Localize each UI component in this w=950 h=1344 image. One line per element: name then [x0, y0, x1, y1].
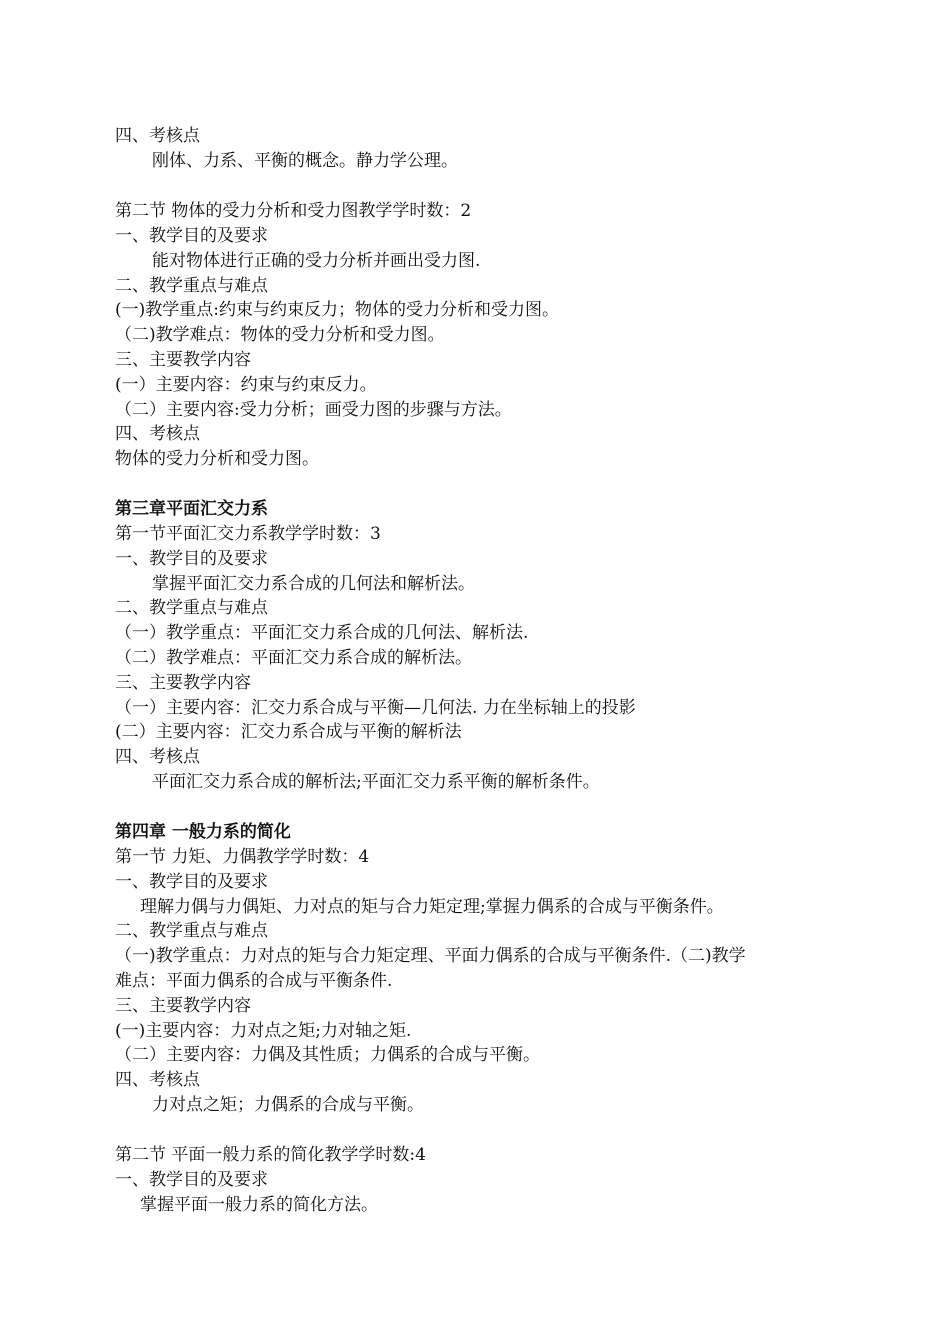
- paragraph: (二）主要内容：汇交力系合成与平衡的解析法: [115, 722, 462, 742]
- paragraph: (一)主要内容：力对点之矩;力对轴之矩.: [115, 1021, 412, 1041]
- heading-objectives: 一、教学目的及要求: [115, 549, 268, 569]
- heading-assessment: 四、考核点: [115, 424, 200, 444]
- heading-objectives: 一、教学目的及要求: [115, 1170, 268, 1190]
- section-title: 第一节平面汇交力系教学学时数：3: [115, 524, 381, 544]
- paragraph: 刚体、力系、平衡的概念。静力学公理。: [152, 151, 458, 171]
- paragraph: （二）主要内容:受力分析；画受力图的步骤与方法。: [115, 400, 512, 420]
- paragraph: 掌握平面一般力系的简化方法。: [140, 1195, 378, 1215]
- heading-content: 三、主要教学内容: [115, 350, 251, 370]
- heading-key-points: 二、教学重点与难点: [115, 598, 268, 618]
- paragraph: （二）主要内容：力偶及其性质；力偶系的合成与平衡。: [115, 1045, 540, 1065]
- section-title: 第一节 力矩、力偶教学学时数：4: [115, 847, 370, 867]
- paragraph: （二)教学难点：物体的受力分析和受力图。: [115, 325, 445, 345]
- heading-assessment: 四、考核点: [115, 1070, 200, 1090]
- heading-assessment: 四、考核点: [115, 747, 200, 767]
- paragraph: (一）主要内容：约束与约束反力。: [115, 375, 377, 395]
- paragraph: 理解力偶与力偶矩、力对点的矩与合力矩定理;掌握力偶系的合成与平衡条件。: [140, 897, 724, 917]
- heading-content: 三、主要教学内容: [115, 996, 251, 1016]
- section-title: 第二节 物体的受力分析和受力图教学学时数：2: [115, 201, 472, 221]
- section-title: 第二节 平面一般力系的简化教学学时数:4: [115, 1145, 426, 1165]
- heading-content: 三、主要教学内容: [115, 673, 251, 693]
- paragraph: 能对物体进行正确的受力分析并画出受力图.: [152, 251, 481, 271]
- heading-key-points: 二、教学重点与难点: [115, 921, 268, 941]
- paragraph: 力对点之矩；力偶系的合成与平衡。: [152, 1095, 424, 1115]
- paragraph: （一）主要内容：汇交力系合成与平衡—几何法. 力在坐标轴上的投影: [115, 698, 636, 718]
- paragraph: （二）教学难点：平面汇交力系合成的解析法。: [115, 648, 472, 668]
- chapter-title: 第四章 一般力系的简化: [115, 822, 291, 842]
- heading-objectives: 一、教学目的及要求: [115, 226, 268, 246]
- paragraph: (一)教学重点:约束与约束反力；物体的受力分析和受力图。: [115, 300, 559, 320]
- chapter-title: 第三章平面汇交力系: [115, 499, 268, 519]
- paragraph: 物体的受力分析和受力图。: [115, 449, 319, 469]
- heading-objectives: 一、教学目的及要求: [115, 872, 268, 892]
- paragraph: （一）教学重点：平面汇交力系合成的几何法、解析法.: [115, 623, 529, 643]
- paragraph: （一)教学重点：力对点的矩与合力矩定理、平面力偶系的合成与平衡条件.（二)教学: [115, 946, 746, 966]
- heading-assessment: 四、考核点: [115, 126, 200, 146]
- paragraph: 难点：平面力偶系的合成与平衡条件.: [115, 971, 393, 991]
- paragraph: 掌握平面汇交力系合成的几何法和解析法。: [152, 574, 475, 594]
- heading-key-points: 二、教学重点与难点: [115, 276, 268, 296]
- paragraph: 平面汇交力系合成的解析法;平面汇交力系平衡的解析条件。: [152, 772, 600, 792]
